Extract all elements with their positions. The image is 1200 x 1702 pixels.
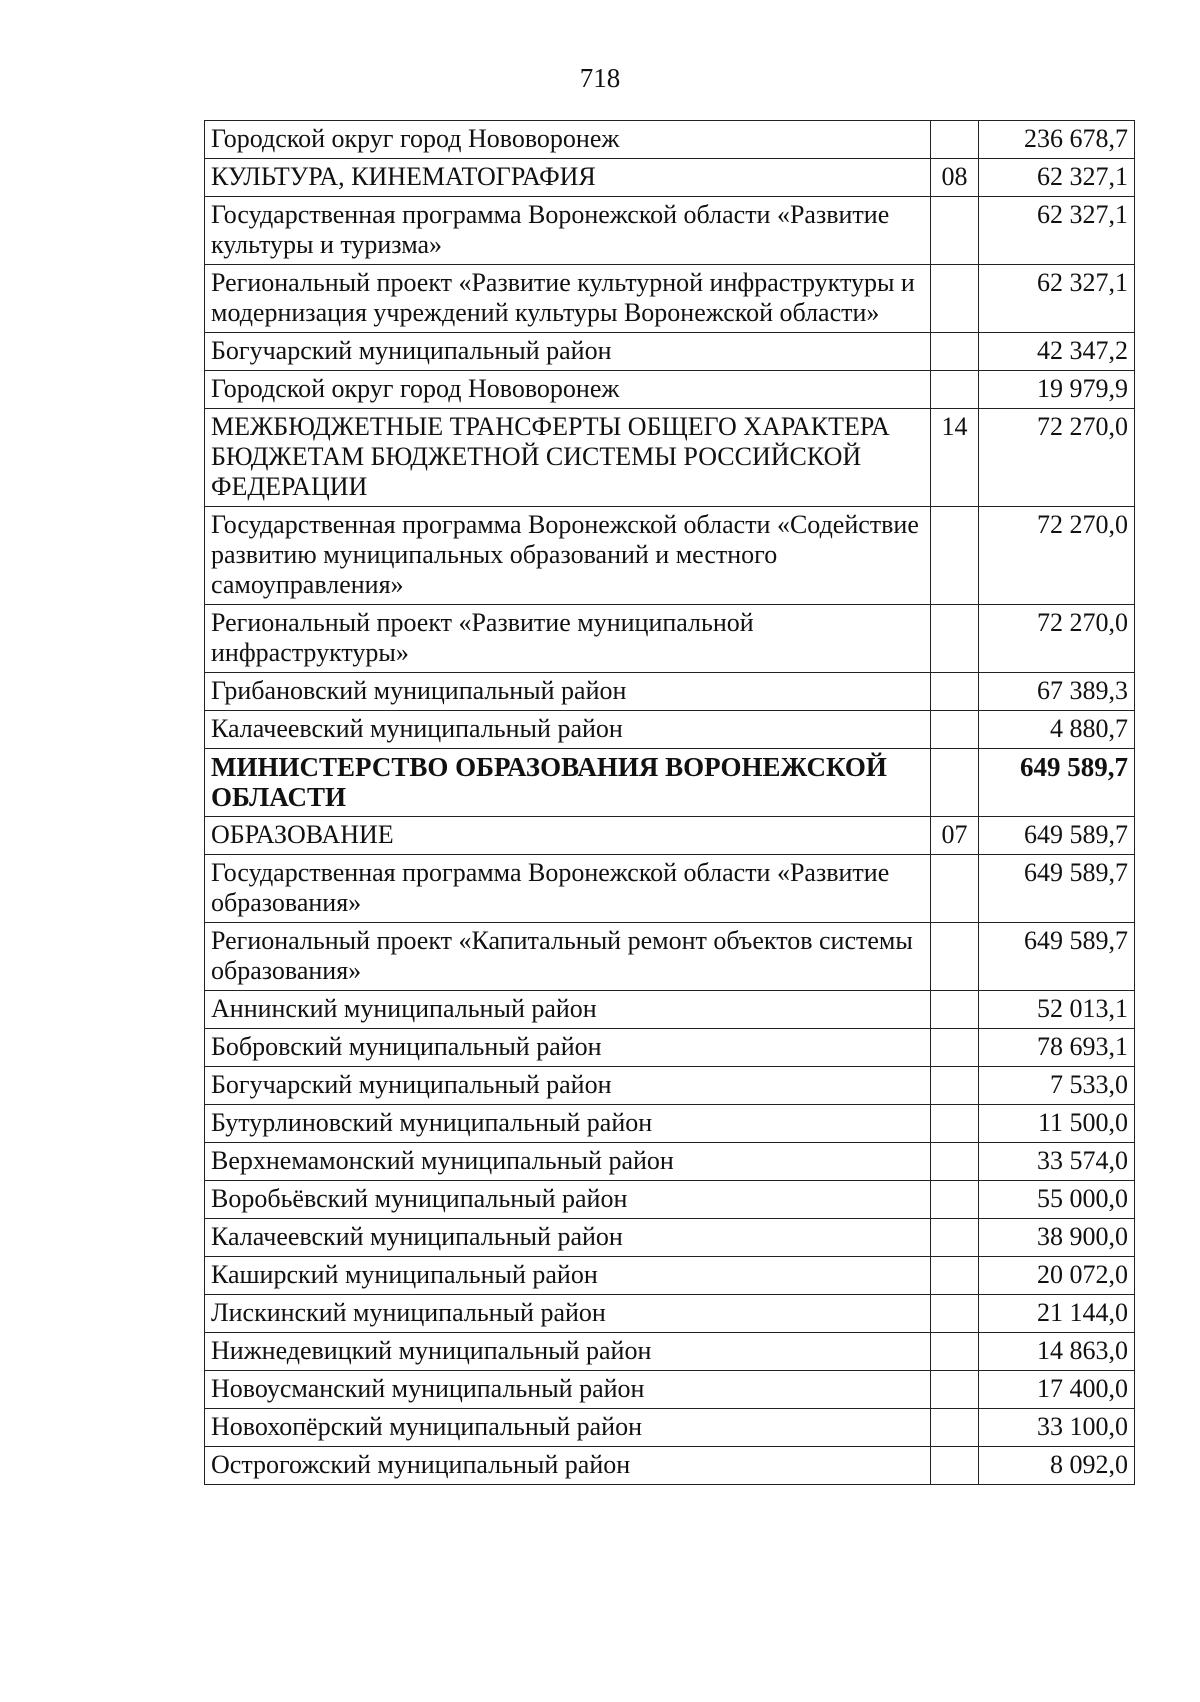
row-amount-cell: 38 900,0 [979, 1219, 1135, 1257]
row-code-cell [931, 1181, 979, 1219]
row-amount-cell: 14 863,0 [979, 1333, 1135, 1371]
table-row [205, 159, 1135, 197]
table-row [205, 121, 1135, 159]
row-name-cell: Государственная программа Воронежской области «Развитие культуры и туризма» [205, 197, 931, 265]
row-code-cell [931, 1333, 979, 1371]
row-code-cell [931, 1067, 979, 1105]
row-amount-cell: 62 327,1 [979, 265, 1135, 333]
row-code-cell [931, 371, 979, 409]
row-name-cell: Грибановский муниципальный район [205, 673, 931, 711]
table-row [205, 197, 1135, 265]
row-code-cell [931, 265, 979, 333]
row-name-cell: Богучарский муниципальный район [205, 1067, 931, 1105]
table-row [205, 605, 1135, 673]
row-amount-cell: 42 347,2 [979, 333, 1135, 371]
row-name-cell: Нижнедевицкий муниципальный район [205, 1333, 931, 1371]
row-amount-cell: 19 979,9 [979, 371, 1135, 409]
row-name-cell: Бобровский муниципальный район [205, 1029, 931, 1067]
table-row [205, 1371, 1135, 1409]
row-name-cell: Городской округ город Нововоронеж [205, 121, 931, 159]
row-name-cell: Городской округ город Нововоронеж [205, 371, 931, 409]
row-name-cell: ОБРАЗОВАНИЕ [205, 817, 931, 855]
budget-table-body [205, 121, 1135, 1485]
table-row [205, 1295, 1135, 1333]
table-row [205, 409, 1135, 507]
table-row [205, 265, 1135, 333]
row-code-cell [931, 923, 979, 991]
row-amount-cell: 11 500,0 [979, 1105, 1135, 1143]
row-amount-cell: 21 144,0 [979, 1295, 1135, 1333]
table-row [205, 749, 1135, 817]
table-row [205, 991, 1135, 1029]
row-amount-cell: 62 327,1 [979, 197, 1135, 265]
row-name-cell: Бутурлиновский муниципальный район [205, 1105, 931, 1143]
row-name-cell: Аннинский муниципальный район [205, 991, 931, 1029]
row-amount-cell: 20 072,0 [979, 1257, 1135, 1295]
row-amount-cell: 72 270,0 [979, 409, 1135, 507]
row-code-cell [931, 673, 979, 711]
row-amount-cell: 649 589,7 [979, 817, 1135, 855]
row-code-cell [931, 711, 979, 749]
row-code-cell [931, 1257, 979, 1295]
row-name-cell: Воробьёвский муниципальный район [205, 1181, 931, 1219]
table-row [205, 333, 1135, 371]
row-code-cell [931, 197, 979, 265]
row-code-cell [931, 605, 979, 673]
row-name-cell: Региональный проект «Развитие культурной инфраструктуры и модернизация учреждений культуры Воронежской области» [205, 265, 931, 333]
row-amount-cell: 67 389,3 [979, 673, 1135, 711]
table-row [205, 1257, 1135, 1295]
row-code-cell [931, 1029, 979, 1067]
row-name-cell: Региональный проект «Развитие муниципальной инфраструктуры» [205, 605, 931, 673]
row-code-cell [931, 855, 979, 923]
row-amount-cell: 649 589,7 [979, 855, 1135, 923]
row-name-cell: Региональный проект «Капитальный ремонт объектов системы образования» [205, 923, 931, 991]
table-row [205, 817, 1135, 855]
row-code-cell: 07 [931, 817, 979, 855]
row-amount-cell: 649 589,7 [979, 749, 1135, 817]
row-name-cell: Государственная программа Воронежской области «Развитие образования» [205, 855, 931, 923]
row-code-cell: 14 [931, 409, 979, 507]
row-name-cell: Калачеевский муниципальный район [205, 711, 931, 749]
table-row [205, 711, 1135, 749]
row-name-cell: Острогожский муниципальный район [205, 1447, 931, 1485]
row-code-cell [931, 1409, 979, 1447]
row-code-cell [931, 1371, 979, 1409]
row-amount-cell: 52 013,1 [979, 991, 1135, 1029]
row-code-cell [931, 121, 979, 159]
table-row [205, 371, 1135, 409]
page-number: 718 [579, 63, 621, 93]
row-name-cell: Богучарский муниципальный район [205, 333, 931, 371]
table-row [205, 1181, 1135, 1219]
row-code-cell [931, 749, 979, 817]
row-code-cell [931, 1143, 979, 1181]
budget-table [204, 120, 1135, 1485]
row-name-cell: КУЛЬТУРА, КИНЕМАТОГРАФИЯ [205, 159, 931, 197]
table-row [205, 1219, 1135, 1257]
table-row [205, 1029, 1135, 1067]
table-row [205, 1447, 1135, 1485]
table-row [205, 673, 1135, 711]
row-code-cell: 08 [931, 159, 979, 197]
row-name-cell: Новохопёрский муниципальный район [205, 1409, 931, 1447]
row-code-cell [931, 1219, 979, 1257]
table-row [205, 1333, 1135, 1371]
row-name-cell: Каширский муниципальный район [205, 1257, 931, 1295]
row-code-cell [931, 991, 979, 1029]
table-row [205, 1143, 1135, 1181]
row-name-cell: Лискинский муниципальный район [205, 1295, 931, 1333]
row-amount-cell: 236 678,7 [979, 121, 1135, 159]
row-code-cell [931, 1447, 979, 1485]
table-row [205, 1105, 1135, 1143]
row-amount-cell: 8 092,0 [979, 1447, 1135, 1485]
row-name-cell: МЕЖБЮДЖЕТНЫЕ ТРАНСФЕРТЫ ОБЩЕГО ХАРАКТЕРА БЮДЖЕТАМ БЮДЖЕТНОЙ СИСТЕМЫ РОССИЙСКОЙ ФЕДЕРАЦИИ [205, 409, 931, 507]
row-amount-cell: 33 574,0 [979, 1143, 1135, 1181]
row-amount-cell: 72 270,0 [979, 605, 1135, 673]
table-row [205, 1067, 1135, 1105]
row-name-cell: Калачеевский муниципальный район [205, 1219, 931, 1257]
row-name-cell: МИНИСТЕРСТВО ОБРАЗОВАНИЯ ВОРОНЕЖСКОЙ ОБЛАСТИ [205, 749, 931, 817]
row-code-cell [931, 1105, 979, 1143]
row-amount-cell: 55 000,0 [979, 1181, 1135, 1219]
table-row [205, 855, 1135, 923]
row-amount-cell: 649 589,7 [979, 923, 1135, 991]
row-name-cell: Новоусманский муниципальный район [205, 1371, 931, 1409]
row-amount-cell: 62 327,1 [979, 159, 1135, 197]
row-code-cell [931, 1295, 979, 1333]
row-amount-cell: 33 100,0 [979, 1409, 1135, 1447]
table-row [205, 923, 1135, 991]
row-amount-cell: 7 533,0 [979, 1067, 1135, 1105]
row-amount-cell: 17 400,0 [979, 1371, 1135, 1409]
row-amount-cell: 72 270,0 [979, 507, 1135, 605]
row-code-cell [931, 333, 979, 371]
row-name-cell: Государственная программа Воронежской области «Содействие развитию муниципальных образований и местного самоуправления» [205, 507, 931, 605]
table-row [205, 507, 1135, 605]
row-name-cell: Верхнемамонский муниципальный район [205, 1143, 931, 1181]
row-code-cell [931, 507, 979, 605]
row-amount-cell: 4 880,7 [979, 711, 1135, 749]
row-amount-cell: 78 693,1 [979, 1029, 1135, 1067]
table-row [205, 1409, 1135, 1447]
